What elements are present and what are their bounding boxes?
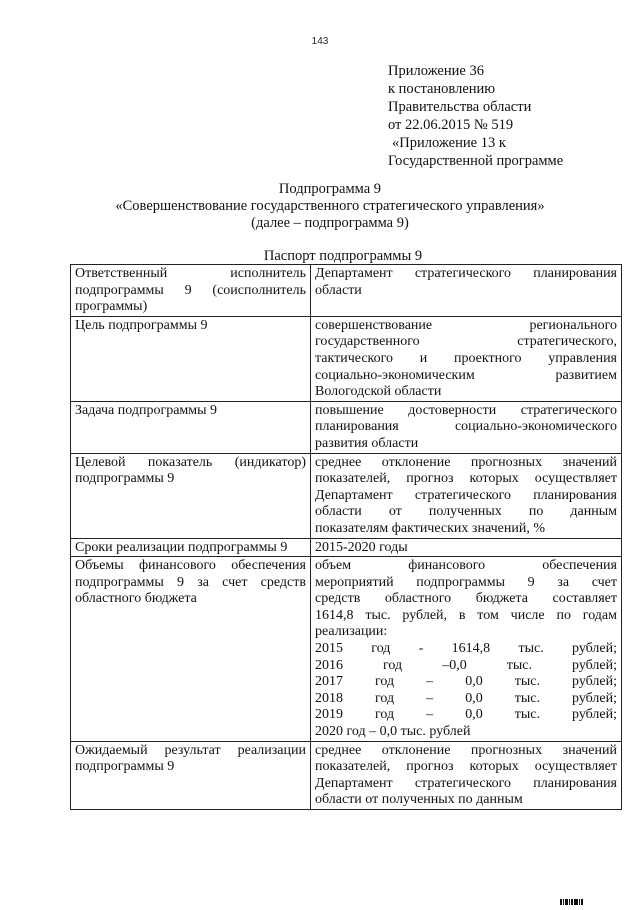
cell-text-line: программы) (75, 299, 148, 315)
cell-text-line: государственного стратегического, (315, 334, 617, 350)
passport-field-label (71, 538, 311, 557)
page-number: 143 (311, 36, 329, 47)
cell-text-line: планирования социально-экономического (315, 419, 617, 435)
cell-text-line: Вологодской области (315, 384, 442, 400)
subprogram-heading (60, 181, 600, 232)
cell-text-line: Ожидаемый результат реализации (75, 742, 306, 758)
cell-text-line: тактического и проектного управления (315, 350, 617, 366)
cell-text-line: совершенствование регионального (315, 317, 617, 333)
cell-text-line: 1614,8 тыс. рублей, в том числе по годам (315, 607, 617, 623)
passport-field-label (71, 741, 311, 809)
cell-text-line: подпрограммы 9 (соисполнитель (75, 282, 306, 298)
passport-field-value (311, 316, 622, 401)
cell-text-line: развития области (315, 435, 419, 451)
passport-title: Паспорт подпрограммы 9 (263, 248, 423, 264)
appendix-line: «Приложение 13 к (392, 135, 506, 151)
passport-field-label (71, 265, 311, 317)
cell-text-line: Задача подпрограммы 9 (75, 402, 218, 418)
passport-field-value (311, 538, 622, 557)
passport-row (71, 401, 622, 453)
cell-text-line: подпрограммы 9 за счет средств (75, 574, 306, 590)
passport-table (70, 264, 622, 810)
cell-text-line: Целевой показатель (индикатор) (75, 454, 306, 470)
cell-text-line: повышение достоверности стратегического (315, 402, 617, 418)
appendix-line: Приложение 36 (388, 63, 484, 79)
cell-text-line: социально-экономическим развитием (315, 367, 617, 383)
passport-field-value (311, 401, 622, 453)
passport-field-label (71, 453, 311, 538)
passport-table-body (71, 265, 622, 810)
subprogram-name: «Совершенствование государственного стратегического управления» (115, 198, 545, 214)
passport-field-value (311, 265, 622, 317)
subprogram-alias: (далее – подпрограмма 9) (251, 215, 409, 231)
cell-text-line: 2020 год – 0,0 тыс. рублей (315, 724, 471, 740)
cell-text-line: 2015 год - 1614,8 тыс. рублей; (315, 641, 617, 657)
cell-text-line: объем финансового обеспечения (315, 558, 617, 574)
cell-text-line: 2017 год – 0,0 тыс. рублей; (315, 674, 617, 690)
cell-text-line: 2019 год – 0,0 тыс. рублей; (315, 707, 617, 723)
cell-text-line: показателей, прогноз которых осуществляет (315, 759, 617, 775)
appendix-line: Государственной программе (388, 153, 564, 169)
cell-text-line: среднее отклонение прогнозных значений (315, 454, 617, 470)
passport-field-label (71, 316, 311, 401)
cell-text-line: Департамент стратегического планирования (315, 487, 617, 503)
cell-text-line: 2015-2020 годы (315, 539, 408, 555)
cell-text-line: Ответственный исполнитель (75, 266, 306, 281)
cell-text-line: Объемы финансового обеспечения (75, 558, 306, 574)
passport-row (71, 265, 622, 317)
cell-text-line: области (315, 282, 362, 298)
scan-mark (560, 892, 586, 898)
passport-field-value (311, 557, 622, 742)
cell-text-line: Сроки реализации подпрограммы 9 (75, 539, 288, 555)
passport-row (71, 538, 622, 557)
cell-text-line: реализации: (315, 624, 388, 640)
passport-field-label (71, 401, 311, 453)
cell-text-line: мероприятий подпрограммы 9 за счет (315, 574, 617, 590)
cell-text-line: 2016 год –0,0 тыс. рублей; (315, 657, 617, 673)
appendix-line: от 22.06.2015 № 519 (388, 117, 514, 133)
appendix-line: Правительства области (388, 99, 532, 115)
cell-text-line: области от полученных по данным (315, 504, 617, 520)
cell-text-line: подпрограммы 9 (75, 471, 175, 487)
passport-row (71, 557, 622, 742)
subprogram-title: Подпрограмма 9 (278, 181, 382, 197)
cell-text-line: областного бюджета (75, 591, 197, 607)
appendix-note (388, 62, 628, 170)
passport-field-label (71, 557, 311, 742)
passport-field-value (311, 741, 622, 809)
cell-text-line: 2018 год – 0,0 тыс. рублей; (315, 690, 617, 706)
cell-text-line: средств областного бюджета составляет (315, 591, 617, 607)
cell-text-line: области от полученных по данным (315, 792, 523, 808)
passport-row (71, 316, 622, 401)
passport-field-value (311, 453, 622, 538)
cell-text-line: показателей, прогноз которых осуществляет (315, 471, 617, 487)
passport-row (71, 741, 622, 809)
cell-text-line: Департамент стратегического планирования (315, 266, 617, 281)
cell-text-line: Департамент стратегического планирования (315, 775, 617, 791)
cell-text-line: показателям фактических значений, % (315, 520, 545, 536)
cell-text-line: Цель подпрограммы 9 (75, 317, 208, 333)
cell-text-line: среднее отклонение прогнозных значений (315, 742, 617, 758)
appendix-line: к постановлению (388, 81, 496, 97)
passport-row (71, 453, 622, 538)
cell-text-line: подпрограммы 9 (75, 759, 175, 775)
